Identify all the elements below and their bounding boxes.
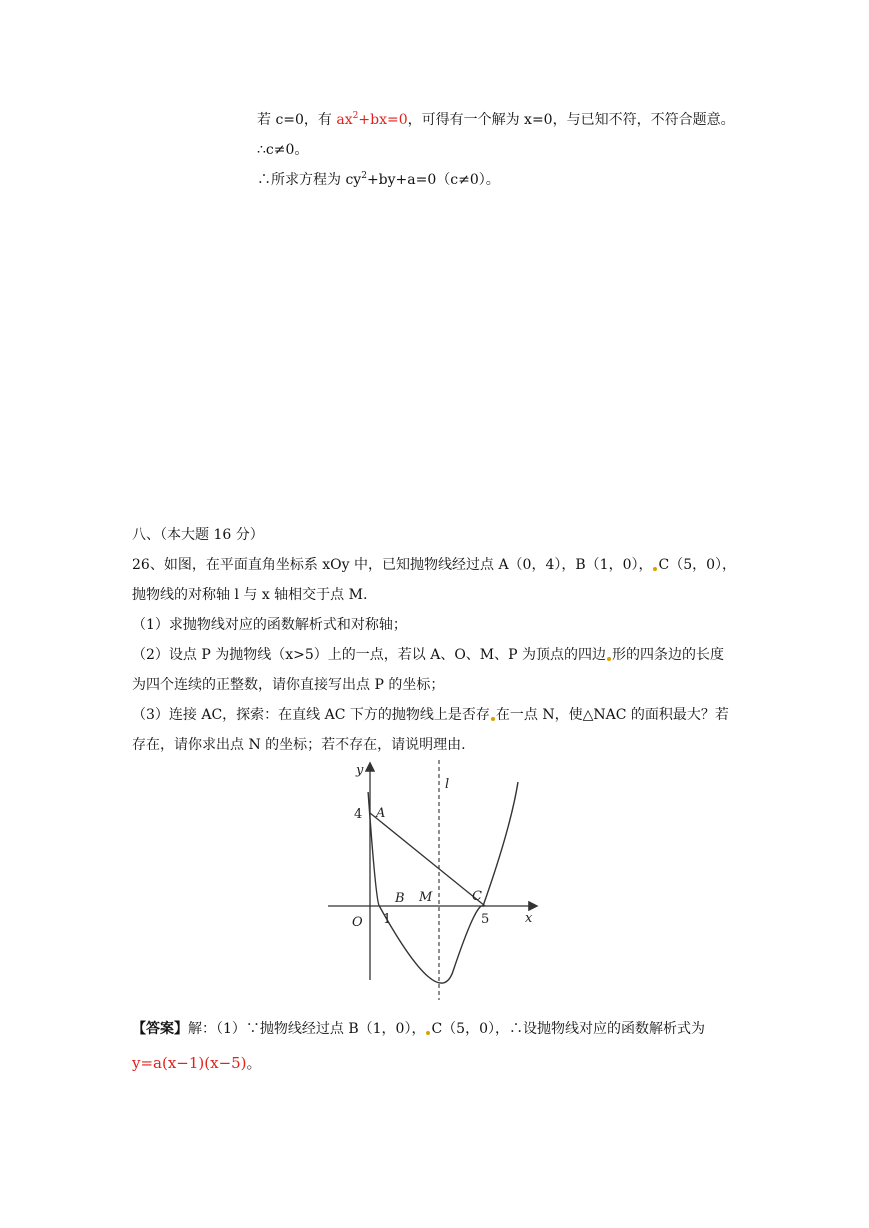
answer-tag: 【答案】 xyxy=(132,1021,188,1037)
tick-label-4: 4 xyxy=(354,807,363,822)
point-c-label: C xyxy=(472,889,482,904)
point-a-label: A xyxy=(376,806,386,821)
point-m-label: M xyxy=(419,890,433,905)
question-1: （1）求抛物线对应的函数解析式和对称轴； xyxy=(132,617,407,633)
question-2-line-1: （2）设点 P 为抛物线（x>5）上的一点，若以 A、O、M、P 为顶点的四边 形的四条边的长度 xyxy=(132,647,725,663)
problem-line-1: 26、如图，在平面直角坐标系 xOy 中，已知抛物线经过点 A（0，4），B（1，0）， C（5，0）， xyxy=(132,557,737,573)
answer-formula: y=a(x−1)(x−5) xyxy=(132,1054,247,1072)
marker-dot xyxy=(607,657,611,661)
origin-label: O xyxy=(352,915,363,930)
text-line-equation: ∴所求方程为 $cy^2+by+a=0(c\ne 0)$。 xyxy=(257,171,500,188)
question-2-line-2: 为四个连续的正整数，请你直接写出点 P 的坐标； xyxy=(132,677,445,693)
parabola-curve xyxy=(368,782,518,983)
text-segment: ，可得有一个解为 x=0，与已知不符，不符合题意。 xyxy=(407,112,735,128)
tick-label-5: 5 xyxy=(481,912,490,927)
section-heading: 八、（本大题 16 分） xyxy=(132,527,264,543)
l-label: l xyxy=(445,777,450,792)
point-b-label: B xyxy=(395,891,405,906)
equation-ax2-bx: $ax^2+bx=0$ xyxy=(336,111,408,128)
x-axis-label: x xyxy=(525,911,533,926)
answer-line-2: y=a(x−1)(x−5)。 xyxy=(132,1054,262,1072)
text-segment: 若 c=0，有 xyxy=(257,112,337,128)
marker-dot xyxy=(426,1031,430,1035)
parabola-figure xyxy=(322,758,544,1002)
marker-dot xyxy=(653,567,657,571)
question-3-line-1: （3）连接 AC，探索：在直线 AC 下方的抛物线上是否存 在一点 N，使△NAC 的面积最大？若 xyxy=(132,707,729,723)
tick-label-1: 1 xyxy=(383,912,392,927)
question-3-line-2: 存在，请你求出点 N 的坐标；若不存在，请说明理由. xyxy=(132,737,466,753)
problem-line-2: 抛物线的对称轴 l 与 x 轴相交于点 M. xyxy=(132,587,368,603)
text-line-c-zero xyxy=(257,110,735,130)
answer-line-1: 【答案】解：（1）∵抛物线经过点 B（1，0）， C（5，0），∴设抛物线对应的函数解析式为 xyxy=(132,1021,705,1037)
text-line-c-nonzero: ∴c≠0。 xyxy=(257,142,309,158)
marker-dot xyxy=(491,717,495,721)
y-axis-label: y xyxy=(356,763,364,778)
